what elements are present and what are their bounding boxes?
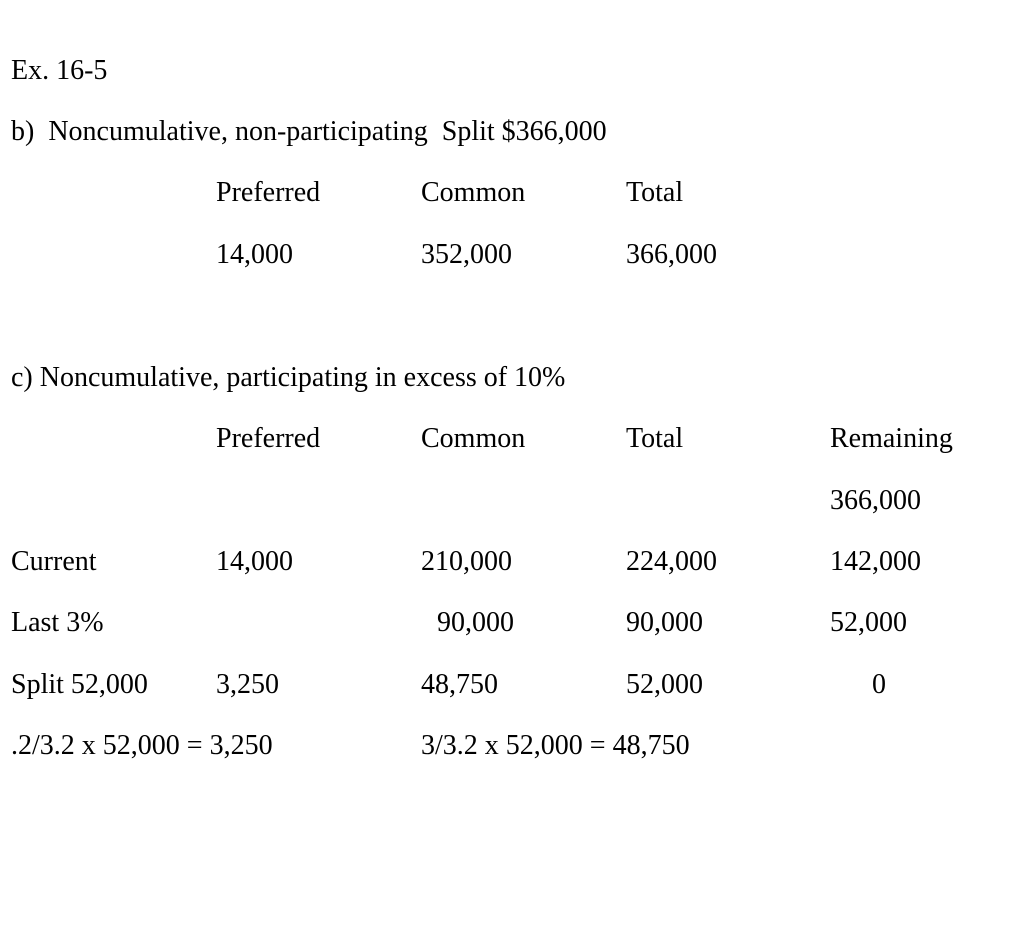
calculation-row — [0, 726, 1024, 766]
part-c-start-row — [0, 481, 1024, 521]
part-b-value-preferred: 14,000 — [216, 239, 293, 270]
row-preferred: 3,250 — [216, 669, 279, 700]
row-label: Last 3% — [11, 607, 104, 638]
part-c-header-preferred: Preferred — [216, 423, 321, 454]
part-b-value-common: 352,000 — [421, 239, 512, 270]
part-c-header-remaining: Remaining — [830, 423, 953, 454]
calc-preferred: .2/3.2 x 52,000 = 3,250 — [11, 730, 273, 761]
part-b-header-row — [0, 173, 1024, 213]
table-row — [0, 542, 1024, 582]
row-total: 52,000 — [626, 669, 703, 700]
exercise-title-row — [0, 51, 1024, 91]
row-common: 48,750 — [421, 669, 498, 700]
part-c-header-common: Common — [421, 423, 526, 454]
row-preferred: 14,000 — [216, 546, 293, 577]
row-remaining: 142,000 — [830, 546, 921, 577]
part-b-header-preferred: Preferred — [216, 177, 321, 208]
part-c-header-total: Total — [626, 423, 684, 454]
part-b-header-total: Total — [626, 177, 684, 208]
table-row — [0, 603, 1024, 643]
row-total: 224,000 — [626, 546, 717, 577]
row-label: Current — [11, 546, 97, 577]
row-remaining: 0 — [872, 669, 886, 700]
part-b-heading-row — [0, 112, 1024, 152]
part-c-start-remaining: 366,000 — [830, 485, 921, 516]
row-common: 90,000 — [437, 607, 514, 638]
table-row — [0, 665, 1024, 705]
part-b-header-common: Common — [421, 177, 526, 208]
part-c-heading: c) Noncumulative, participating in excess of 10% — [11, 362, 566, 393]
row-total: 90,000 — [626, 607, 703, 638]
row-remaining: 52,000 — [830, 607, 907, 638]
part-b-value-row — [0, 235, 1024, 275]
row-common: 210,000 — [421, 546, 512, 577]
part-c-header-row — [0, 419, 1024, 459]
calc-common: 3/3.2 x 52,000 = 48,750 — [421, 730, 690, 761]
part-b-heading: b) Noncumulative, non-participating Split $366,000 — [11, 116, 607, 147]
part-c-heading-row — [0, 358, 1024, 398]
row-label: Split 52,000 — [11, 669, 148, 700]
part-b-value-total: 366,000 — [626, 239, 717, 270]
exercise-title: Ex. 16-5 — [11, 55, 108, 86]
